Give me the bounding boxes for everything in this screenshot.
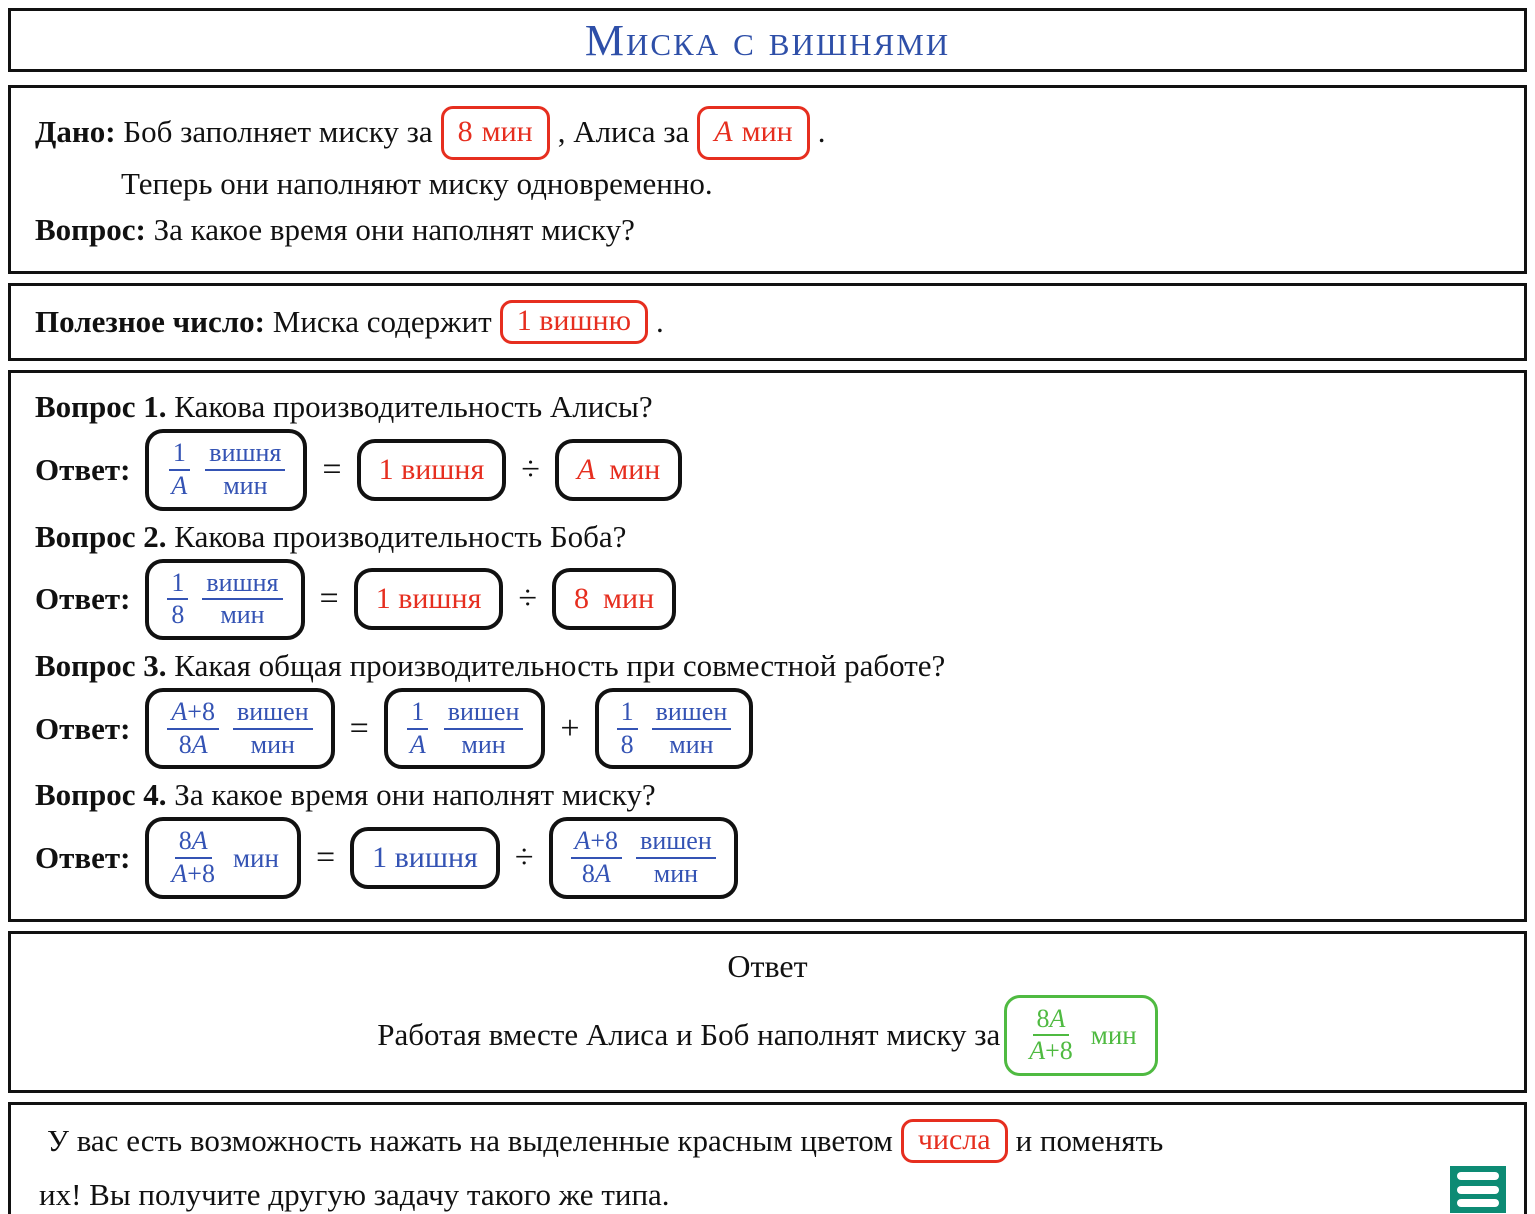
question-2-line (35, 519, 1500, 555)
q1-divide-sign: ÷ (521, 451, 540, 489)
question-1-label: Вопрос 1. (35, 389, 167, 425)
q3-result-box (145, 688, 334, 769)
useful-number-text: Миска содержит (272, 304, 492, 340)
question-4-text: За какое время они наполнят миску? (174, 777, 656, 813)
q3-term2-unit-fraction: $\frac{\text{вишен}}{\text{мин}}$ (652, 697, 732, 760)
final-time-unit: мин (1090, 1019, 1137, 1050)
q3-term1-box (384, 688, 546, 769)
q3-rate-fraction: $\frac{A+8}{8A}$ (167, 697, 219, 760)
useful-number-period: . (656, 304, 664, 340)
q4-divisor-box (549, 817, 738, 898)
footer-text-before: У вас есть возможность нажать на выделенные красным цветом (47, 1123, 893, 1159)
hamburger-icon[interactable] (1450, 1166, 1506, 1213)
question-2-text: Какова производительность Боба? (174, 518, 627, 554)
q4-dividend-box: 1 вишня (350, 827, 500, 889)
final-answer-heading: Ответ (727, 947, 808, 984)
given-line-3 (35, 208, 1500, 253)
hamburger-bar (1457, 1172, 1499, 1180)
q4-divide-sign: ÷ (514, 839, 534, 877)
numbers-hint-box[interactable]: числа (901, 1119, 1008, 1163)
q3-term2-box (595, 688, 754, 769)
given-text-before-bob: Боб заполняет миску за (123, 114, 433, 150)
q2-unit-fraction: $\frac{\text{вишня}}{\text{мин}}$ (202, 568, 282, 631)
given-line-2 (35, 162, 1500, 207)
q2-result-box (145, 559, 304, 640)
given-text-between: , Алиса за (557, 114, 690, 150)
q3-term1-unit-fraction: $\frac{\text{вишен}}{\text{мин}}$ (444, 697, 524, 760)
footer-section (8, 1102, 1527, 1214)
question-3-text: Какая общая производительность при совместной работе? (174, 648, 946, 684)
answer-row-q3 (35, 688, 1500, 769)
given-text-after: . (817, 114, 826, 150)
answer-row-q2 (35, 559, 1500, 640)
page-title: Миска с вишнями (584, 15, 951, 65)
bob-minutes-unit: мин (481, 115, 533, 148)
question-4-label: Вопрос 4. (35, 777, 167, 813)
alice-minutes-unit: мин (741, 115, 793, 148)
questions-section (8, 370, 1527, 921)
q1-divisor-box: A мин (555, 439, 682, 501)
q3-equals-sign: = (349, 709, 369, 747)
question-2-label: Вопрос 2. (35, 518, 167, 554)
answer-label-q4: Ответ: (35, 840, 131, 876)
question-4-line (35, 777, 1500, 813)
q4-equals-sign: = (315, 839, 336, 877)
footer-line-1 (39, 1119, 1496, 1163)
final-result-box (1004, 995, 1158, 1076)
q4-time-fraction: $\frac{8A}{A+8}$ (171, 826, 215, 889)
cherry-count-box[interactable] (500, 300, 648, 344)
given-simultaneous-text: Теперь они наполняют миску одновременно. (121, 165, 713, 201)
answer-row-q4 (35, 817, 1500, 898)
answer-label-q1: Ответ: (35, 452, 131, 488)
q3-unit-fraction: $\frac{\text{вишен}}{\text{мин}}$ (233, 697, 313, 760)
alice-minutes-box[interactable] (697, 106, 809, 160)
given-line-1 (35, 106, 1500, 160)
question-3-line (35, 648, 1500, 684)
q4-result-box (145, 817, 301, 898)
hamburger-bar (1457, 1199, 1499, 1207)
final-time-fraction: $\frac{8A}{A+8}$ (1029, 1003, 1073, 1066)
q4-time-unit: мин (232, 842, 279, 873)
q2-dividend-box: 1 вишня (354, 568, 504, 630)
final-answer-line (31, 995, 1504, 1076)
footer-text-line2: их! Вы получите другую задачу такого же типа. (39, 1177, 670, 1213)
final-answer-text: Работая вместе Алиса и Боб наполнят миску за (377, 1017, 1001, 1053)
cherry-count-value: 1 вишню (516, 304, 632, 338)
q3-term1-rate-fraction: $\frac{1}{A}$ (406, 697, 430, 760)
main-question-text: За какое время они наполнят миску? (153, 212, 635, 248)
alice-minutes-value: A (714, 115, 733, 148)
title-section (8, 8, 1527, 72)
q1-equals-sign: = (322, 451, 342, 489)
question-3-label: Вопрос 3. (35, 648, 167, 684)
given-section (8, 85, 1527, 274)
q1-result-box (145, 429, 307, 510)
useful-number-label: Полезное число: (35, 304, 266, 340)
q1-rate-fraction: $\frac{1}{A}$ (167, 438, 191, 501)
bob-minutes-box[interactable] (441, 106, 550, 160)
q2-equals-sign: = (319, 580, 339, 618)
q3-term2-rate-fraction: $\frac{1}{8}$ (617, 697, 638, 760)
main-question-label: Вопрос: (35, 212, 146, 248)
question-1-line (35, 389, 1500, 425)
useful-number-section (8, 283, 1527, 361)
bob-minutes-value: 8 (457, 115, 473, 148)
hamburger-bar (1457, 1186, 1499, 1194)
q4-divisor-rate-fraction: $\frac{A+8}{8A}$ (571, 826, 623, 889)
final-answer-section (8, 931, 1527, 1093)
answer-row-q1 (35, 429, 1500, 510)
given-label: Дано: (35, 114, 116, 150)
q2-divide-sign: ÷ (518, 580, 538, 618)
q4-divisor-unit-fraction: $\frac{\text{вишен}}{\text{мин}}$ (636, 826, 716, 889)
question-1-text: Какова производительность Алисы? (174, 389, 653, 425)
q3-plus-sign: + (560, 709, 580, 747)
q1-dividend-box: 1 вишня (357, 439, 507, 501)
footer-text-after: и поменять (1015, 1123, 1164, 1159)
answer-label-q3: Ответ: (35, 710, 131, 746)
answer-label-q2: Ответ: (35, 581, 131, 617)
q1-unit-fraction: $\frac{\text{вишня}}{\text{мин}}$ (205, 438, 285, 501)
q2-divisor-box: 8 мин (552, 568, 676, 630)
q2-rate-fraction: $\frac{1}{8}$ (167, 568, 188, 631)
footer-line-2 (39, 1177, 1496, 1213)
